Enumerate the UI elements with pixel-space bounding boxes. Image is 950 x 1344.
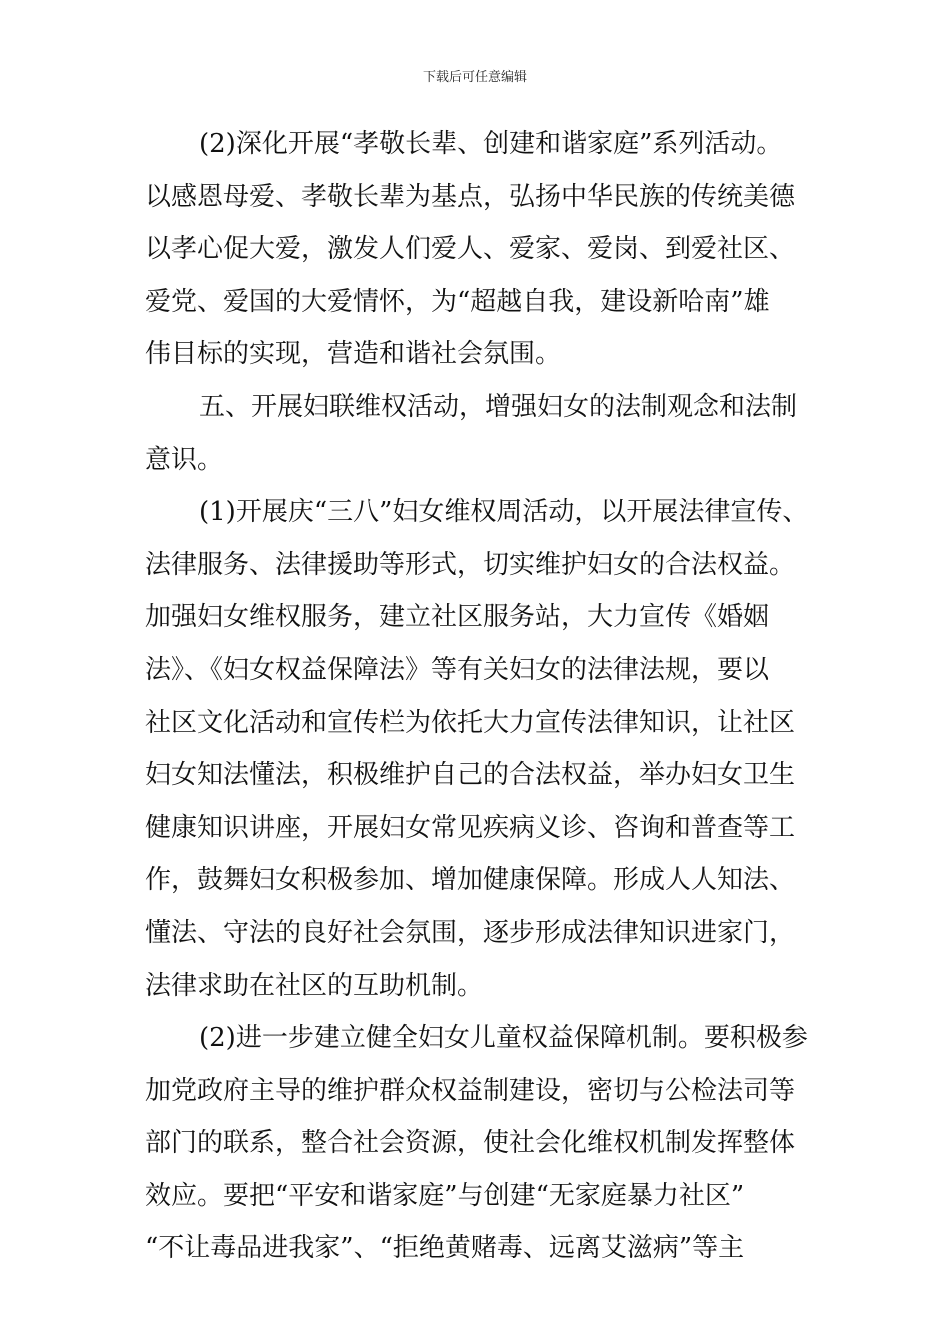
text-line: 社区文化活动和宣传栏为依托大力宣传法律知识，让社区 <box>145 707 796 738</box>
text-line: 法律求助在社区的互助机制。 <box>145 970 484 1001</box>
text-line: 部门的联系，整合社会资源，使社会化维权机制发挥整体 <box>145 1128 796 1159</box>
paragraph-4 <box>145 1012 825 1275</box>
text-line: (2)深化开展“孝敬长辈、创建和谐家庭”系列活动。 <box>199 129 783 159</box>
text-line: (1)开展庆“三八”妇女维权周活动，以开展法律宣传、 <box>199 497 809 528</box>
text-line: 爱党、爱国的大爱情怀，为“超越自我，建设新哈南”雄 <box>145 286 770 317</box>
text-line: 懂法、守法的良好社会氛围，逐步形成法律知识进家门， <box>145 917 796 948</box>
document-body <box>145 118 825 1275</box>
text-line: 伟目标的实现，营造和谐社会氛围。 <box>145 339 562 370</box>
text-line: 健康知识讲座，开展妇女常见疾病义诊、咨询和普查等工 <box>145 812 796 843</box>
text-line: 意识。 <box>145 444 224 475</box>
text-line: 妇女知法懂法，积极维护自己的合法权益，举办妇女卫生 <box>145 760 796 791</box>
text-line: 法》、《妇女权益保障法》等有关妇女的法律法规，要以 <box>145 654 770 685</box>
text-line: (2)进一步建立健全妇女儿童权益保障机制。要积极参 <box>199 1023 808 1054</box>
text-line: 加强妇女维权服务，建立社区服务站，大力宣传《婚姻 <box>145 602 770 633</box>
text-line: 效应。要把“平安和谐家庭”与创建“无家庭暴力社区” <box>145 1180 745 1211</box>
text-line: 以感恩母爱、孝敬长辈为基点，弘扬中华民族的传统美德 <box>145 181 796 212</box>
text-line: 五、开展妇联维权活动，增强妇女的法制观念和法制 <box>199 391 798 422</box>
text-line: 作，鼓舞妇女积极参加、增加健康保障。形成人人知法、 <box>145 865 796 896</box>
text-line: 法律服务、法律援助等形式，切实维护妇女的合法权益。 <box>145 549 796 580</box>
text-line: 以孝心促大爱，激发人们爱人、爱家、爱岗、到爱社区、 <box>145 234 796 265</box>
text-line: “不让毒品进我家”、“拒绝黄赌毒、远离艾滋病”等主 <box>145 1233 745 1264</box>
text-line: 加党政府主导的维护群众权益制建设，密切与公检法司等 <box>145 1075 796 1106</box>
page-header: 下载后可任意编辑 <box>422 70 527 85</box>
paragraph-1 <box>145 118 825 381</box>
paragraph-3 <box>145 486 825 1012</box>
paragraph-2 <box>145 381 825 486</box>
